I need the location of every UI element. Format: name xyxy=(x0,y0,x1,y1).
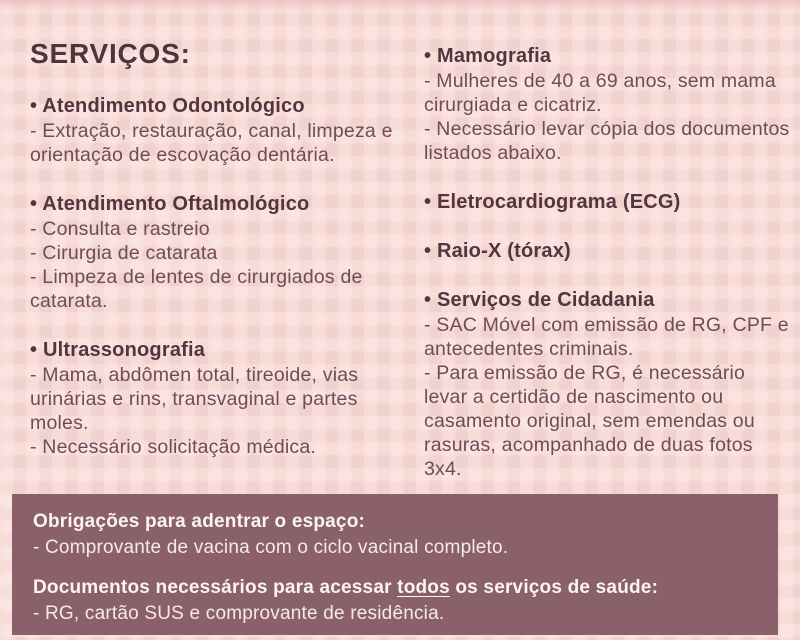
obligations-item: - Comprovante de vacina com o ciclo vacinal completo. xyxy=(33,537,509,558)
section-item: - Necessário levar cópia dos documentos listados abaixo. xyxy=(424,118,790,164)
section-item: - Extração, restauração, canal, limpeza e orientação de escovação dentária. xyxy=(30,120,393,166)
section-item: - Consulta e rastreio xyxy=(30,218,210,240)
section-item: - Mulheres de 40 a 69 anos, sem mama cirurgiada e cicatriz. xyxy=(424,70,776,116)
section-oftalmologico xyxy=(30,192,418,313)
documents-title-post: os serviços de saúde: xyxy=(449,577,659,598)
section-raio-x xyxy=(424,239,792,263)
section-title: • Eletrocardiograma (ECG) xyxy=(424,191,681,213)
obligations-title: Obrigações para adentrar o espaço: xyxy=(33,511,366,532)
documents-title xyxy=(33,575,756,601)
section-title: • Raio-X (tórax) xyxy=(424,240,571,262)
section-title: • Serviços de Cidadania xyxy=(424,289,655,311)
section-odontologico xyxy=(30,94,418,167)
obligations-group xyxy=(33,509,756,561)
section-cidadania xyxy=(424,288,792,481)
section-title: • Atendimento Odontológico xyxy=(30,95,305,117)
section-item: - Mama, abdômen total, tireoide, vias urinárias e rins, transvaginal e partes moles. xyxy=(30,364,359,434)
requirements-panel xyxy=(12,494,778,635)
section-item: - Cirurgia de catarata xyxy=(30,242,218,264)
section-item: - SAC Móvel com emissão de RG, CPF e antecedentes criminais. xyxy=(424,314,789,360)
section-mamografia xyxy=(424,44,792,165)
section-title: • Atendimento Oftalmológico xyxy=(30,193,310,215)
section-item: - Limpeza de lentes de cirurgiados de catarata. xyxy=(30,266,363,312)
page-title: SERVIÇOS: xyxy=(30,38,191,69)
section-title: • Mamografia xyxy=(424,45,552,67)
documents-item: - RG, cartão SUS e comprovante de residência. xyxy=(33,603,445,624)
section-eletrocardiograma xyxy=(424,190,792,214)
services-column-right xyxy=(424,44,792,481)
documents-title-pre: Documentos necessários para acessar xyxy=(33,577,398,598)
section-item: - Necessário solicitação médica. xyxy=(30,436,317,458)
documents-group xyxy=(33,575,756,627)
services-column-left xyxy=(30,38,418,459)
documents-title-underlined: todos xyxy=(397,577,450,598)
section-item: - Para emissão de RG, é necessário levar a certidão de nascimento ou casamento original, sem emendas ou rasuras, acompanhado de duas fotos 3x4. xyxy=(424,362,755,480)
section-ultrassonografia xyxy=(30,338,418,459)
section-title: • Ultrassonografia xyxy=(30,339,206,361)
